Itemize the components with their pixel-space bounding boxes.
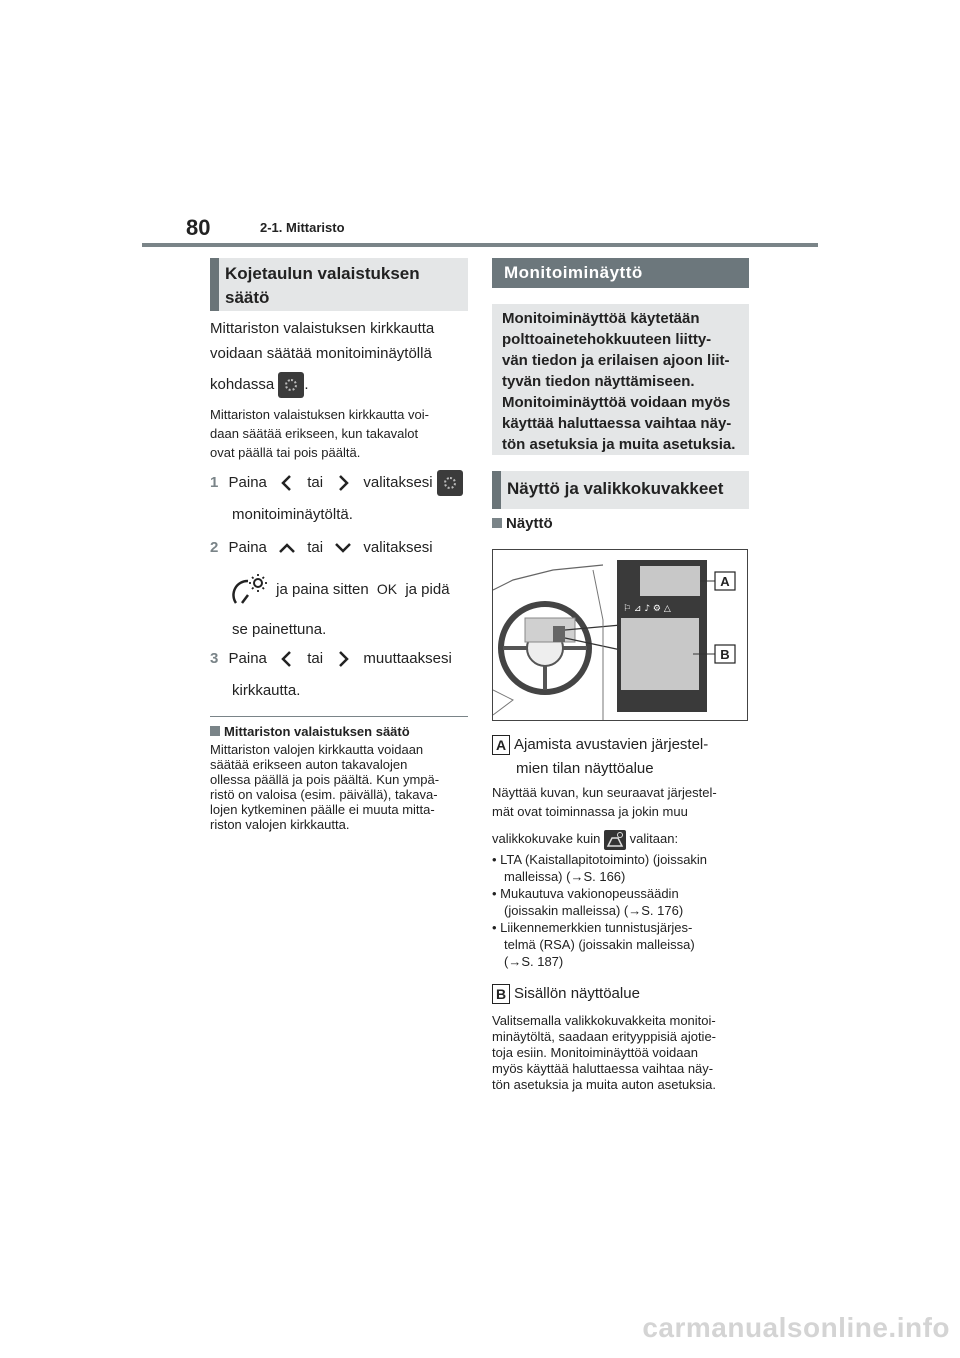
left-intro-period: . bbox=[304, 375, 309, 393]
a-text-line: Näyttää kuvan, kun seuraavat järjestel- bbox=[492, 785, 717, 800]
step-text: valitaksesi bbox=[363, 539, 433, 556]
bullet-line: (joissakin malleissa) (→S. 176) bbox=[504, 903, 684, 918]
a-text-line bbox=[492, 829, 752, 850]
right-sub-heading: Näyttö bbox=[506, 515, 553, 532]
step-3-line bbox=[210, 648, 470, 672]
bullet-line: malleissa) (→S. 166) bbox=[504, 869, 626, 884]
b-tag: B bbox=[492, 984, 510, 1004]
left-heading: Kojetaulun valaistuksen säätö bbox=[225, 264, 420, 307]
chevron-left-icon bbox=[279, 649, 295, 669]
right-heading-box bbox=[492, 258, 749, 288]
figure-label-a: A bbox=[720, 574, 730, 589]
intro-line: tyvän tiedon näyttämiseen. bbox=[502, 373, 695, 390]
b-text-line: tön asetuksia ja muita auton asetuksia. bbox=[492, 1077, 717, 1092]
right-heading: Monitoiminäyttö bbox=[504, 263, 643, 282]
step-text: monitoiminäytöltä. bbox=[232, 506, 353, 523]
intro-line: käyttää haluttaessa vaihtaa näy- bbox=[502, 415, 732, 432]
chevron-right-icon bbox=[335, 649, 351, 669]
a-tag: A bbox=[492, 735, 510, 755]
section-title: 2-1. Mittaristo bbox=[260, 220, 345, 235]
right-sub-heading-row bbox=[492, 515, 553, 532]
a-section-title bbox=[492, 734, 752, 780]
b-title: Sisällön näyttöalue bbox=[514, 985, 640, 1002]
b-text-line: Valitsemalla valikkokuvakkeita monitoi- bbox=[492, 1013, 716, 1028]
brightness-icon bbox=[232, 573, 268, 607]
bullet-line: telmä (RSA) (joissakin malleissa) bbox=[504, 937, 695, 952]
a-title-line: Ajamista avustavien järjestel- bbox=[514, 736, 709, 753]
step-number: 3 bbox=[210, 650, 219, 667]
left-sub-text bbox=[210, 742, 470, 832]
left-intro-line bbox=[210, 372, 480, 398]
left-intro bbox=[210, 318, 480, 398]
square-bullet-icon bbox=[492, 518, 502, 528]
step-number: 2 bbox=[210, 539, 219, 556]
a-text-part: valitaan: bbox=[629, 831, 679, 846]
figure-label-b: B bbox=[720, 647, 730, 662]
b-text-line: minäytöltä, saadaan erityyppisiä ajotie- bbox=[492, 1029, 717, 1044]
page-number: 80 bbox=[186, 215, 211, 240]
ok-button-label: OK bbox=[376, 580, 398, 597]
step-text: ja paina sitten bbox=[276, 580, 369, 598]
settings-gear-icon bbox=[278, 372, 304, 398]
chevron-left-icon bbox=[279, 473, 295, 493]
step-text: Paina bbox=[228, 650, 267, 667]
b-text bbox=[492, 1013, 752, 1093]
bullet-line: • Mukautuva vakionopeussäädin bbox=[492, 886, 679, 901]
footer-watermark: carmanualsonline.info bbox=[642, 1312, 950, 1343]
step-1-line bbox=[210, 470, 470, 498]
b-text-line: myös käyttää haluttaessa vaihtaa näy- bbox=[492, 1061, 714, 1076]
b-section-title bbox=[492, 983, 752, 1005]
sub-line: lojen kytkeminen päälle ei muuta mitta- bbox=[210, 802, 435, 817]
left-sub-heading-row bbox=[210, 724, 470, 739]
dashboard-figure bbox=[492, 549, 748, 721]
step-text: tai bbox=[307, 650, 324, 667]
left-intro-line: Mittariston valaistuksen kirkkautta bbox=[210, 320, 435, 337]
step-1 bbox=[210, 470, 470, 526]
step-2 bbox=[210, 537, 470, 641]
step-text: muuttaaksesi bbox=[363, 650, 452, 667]
square-bullet-icon bbox=[210, 726, 220, 736]
step-text: Paina bbox=[228, 473, 267, 491]
right-heading2: Näyttö ja valikkokuvakkeet bbox=[507, 479, 724, 498]
intro-line: Monitoiminäyttöä käytetään bbox=[502, 310, 700, 327]
b-text-line: toja esiin. Monitoiminäyttöä voidaan bbox=[492, 1045, 698, 1060]
note-line: ovat päällä tai pois päältä. bbox=[210, 445, 361, 460]
intro-line: vän tiedon ja erilaisen ajoon liit- bbox=[502, 352, 730, 369]
step-2-line bbox=[210, 537, 470, 559]
sub-line: ristö on valoisa (esim. päivällä), takava- bbox=[210, 787, 438, 802]
sub-divider bbox=[210, 716, 468, 717]
chevron-right-icon bbox=[335, 473, 351, 493]
left-intro-line: voidaan säätää monitoiminäytöllä bbox=[210, 345, 432, 362]
bullet-line: • Liikennemerkkien tunnistusjärjes- bbox=[492, 920, 693, 935]
step-2-line bbox=[232, 573, 470, 609]
dashboard-illustration bbox=[493, 550, 748, 721]
sub-line: Mittariston valojen kirkkautta voidaan bbox=[210, 742, 424, 757]
note-line: Mittariston valaistuksen kirkkautta voi- bbox=[210, 407, 429, 422]
left-sub-heading: Mittariston valaistuksen säätö bbox=[224, 724, 410, 739]
step-number: 1 bbox=[210, 473, 219, 491]
intro-line: polttoainetehokkuuteen liitty- bbox=[502, 331, 712, 348]
a-text bbox=[492, 783, 752, 850]
bullet-line: • LTA (Kaistallapitotoiminto) (joissakin bbox=[492, 852, 708, 867]
right-heading2-box bbox=[492, 471, 749, 509]
sub-line: riston valojen kirkkautta. bbox=[210, 817, 350, 832]
chevron-down-icon bbox=[333, 541, 353, 555]
settings-gear-icon bbox=[437, 470, 463, 496]
driving-assist-icon bbox=[604, 830, 626, 850]
intro-line: tön asetuksia ja muita asetuksia. bbox=[502, 436, 736, 453]
a-text-part: valikkokuvake kuin bbox=[492, 831, 601, 846]
chevron-up-icon bbox=[277, 541, 297, 555]
step-text: kirkkautta. bbox=[232, 682, 301, 699]
step-text: ja pidä bbox=[405, 580, 450, 598]
step-text: Paina bbox=[228, 539, 267, 556]
step-3 bbox=[210, 648, 470, 702]
left-heading-box bbox=[210, 258, 468, 311]
note-line: daan säätää erikseen, kun takavalot bbox=[210, 426, 419, 441]
a-bullets bbox=[492, 851, 752, 970]
step-text: tai bbox=[307, 539, 324, 556]
bullet-line: (→S. 187) bbox=[504, 954, 564, 969]
intro-line: Monitoiminäyttöä voidaan myös bbox=[502, 394, 731, 411]
step-text: tai bbox=[307, 473, 324, 491]
sub-line: ollessa päällä ja pois päältä. Kun ympä- bbox=[210, 772, 440, 787]
left-intro-text: kohdassa bbox=[210, 375, 275, 393]
right-intro-box bbox=[492, 304, 749, 455]
svg-text:⚐ ⊿ ♪ ⚙ △: ⚐ ⊿ ♪ ⚙ △ bbox=[623, 604, 671, 614]
left-note bbox=[210, 405, 470, 462]
a-title-line: mien tilan näyttöalue bbox=[516, 760, 654, 777]
header-divider bbox=[142, 243, 818, 247]
sub-line: säätää erikseen auton takavalojen bbox=[210, 757, 408, 772]
step-text: se painettuna. bbox=[232, 621, 327, 638]
step-text: valitaksesi bbox=[363, 473, 433, 491]
a-text-line: mät ovat toiminnassa ja jokin muu bbox=[492, 804, 688, 819]
